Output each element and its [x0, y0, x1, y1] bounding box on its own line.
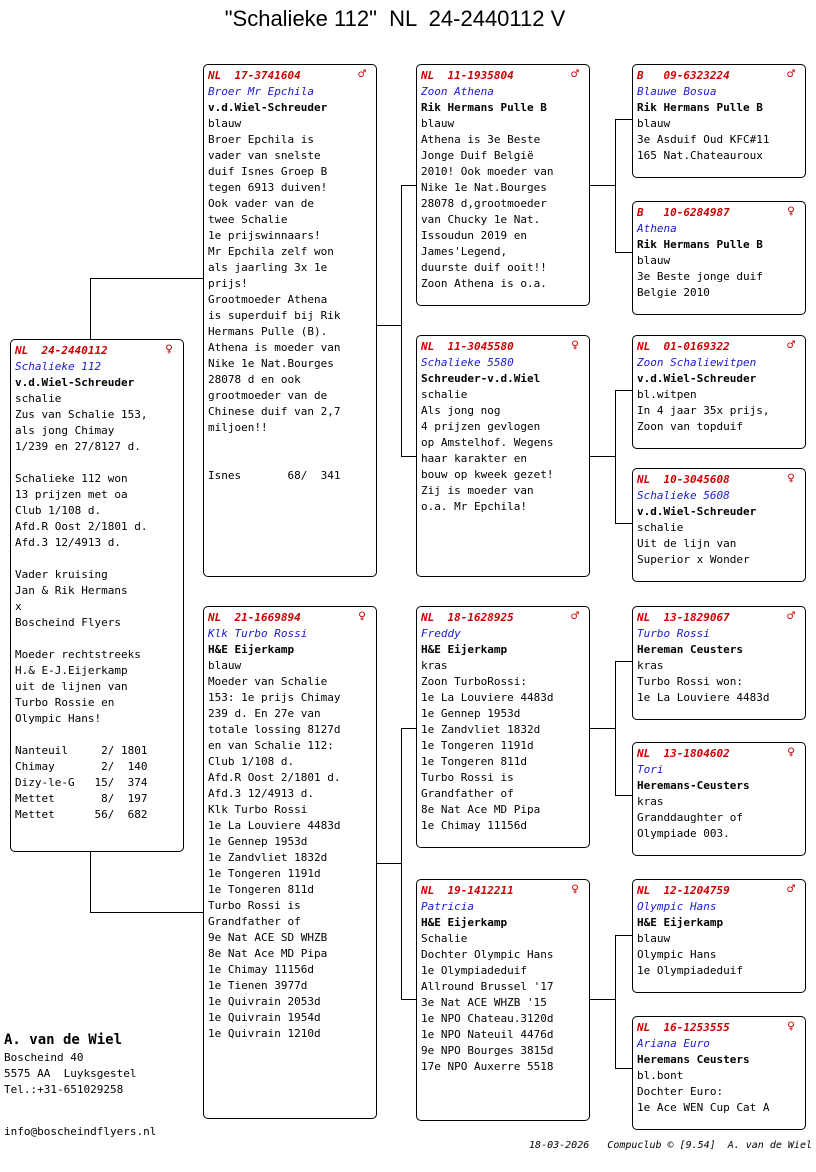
note-line: Afd.3 12/4913 d.	[15, 536, 121, 549]
connector-line	[615, 252, 633, 253]
note-line: Club 1/108 d.	[15, 504, 102, 517]
connector-line	[589, 185, 616, 186]
sire-results	[208, 468, 376, 484]
female-icon: ♀	[787, 745, 795, 760]
note-line: Vader kruising	[15, 568, 108, 581]
note-line: Klk Turbo Rossi	[208, 803, 308, 816]
pigeon-color: kras	[637, 795, 664, 808]
connector-line	[401, 185, 417, 186]
pigeon-color: blauw	[208, 659, 242, 672]
pigeon-owner: H&E Eijerkamp	[421, 916, 508, 929]
note-line: 1e Tongeren 811d	[421, 755, 527, 768]
pigeon-color: kras	[637, 659, 664, 672]
note-line: James'Legend,	[421, 245, 508, 258]
note-line: Turbo Rossi is	[208, 899, 301, 912]
note-line: is superduif bij Rik	[208, 309, 341, 322]
pigeon-owner: Rik Hermans Pulle B	[421, 101, 547, 114]
female-icon: ♀	[787, 204, 795, 219]
connector-line	[615, 119, 633, 120]
connector-line	[90, 278, 204, 279]
note-line: Dochter Olympic Hans	[421, 948, 554, 961]
pigeon-card-dam-dam[interactable]	[416, 879, 590, 1121]
pigeon-name: Turbo Rossi	[637, 627, 710, 640]
note-line: Club 1/108 d.	[208, 755, 295, 768]
connector-line	[615, 1068, 633, 1069]
note-line: 1e Tongeren 1191d	[208, 867, 321, 880]
ring-number: NL 11-3045580	[421, 340, 514, 353]
connector-line	[615, 390, 633, 391]
female-icon: ♀	[787, 1019, 795, 1034]
pigeon-color: Schalie	[421, 932, 468, 945]
female-icon: ♀	[358, 609, 366, 624]
ring-number: NL 13-1829067	[637, 611, 730, 624]
pigeon-card-sds[interactable]	[632, 335, 806, 449]
connector-line	[615, 795, 633, 796]
note-line: 13 prijzen met oa	[15, 488, 128, 501]
note-line: Olympic Hans	[637, 948, 717, 961]
ring-number: B 10-6284987	[637, 206, 730, 219]
note-line: 1e Olympiadeduif	[637, 964, 743, 977]
note-line: 1e La Louviere 4483d	[208, 819, 341, 832]
pigeon-card-dss[interactable]	[632, 606, 806, 720]
connector-line	[90, 912, 204, 913]
note-line: Turbo Rossie en	[15, 696, 115, 709]
pigeon-color: kras	[421, 659, 448, 672]
note-line: Broer Epchila is	[208, 133, 314, 146]
ring-number: NL 17-3741604	[208, 69, 301, 82]
connector-line	[615, 935, 616, 1069]
note-line: 1e Quivrain 1210d	[208, 1027, 321, 1040]
ring-number: NL 10-3045608	[637, 473, 730, 486]
note-line	[15, 631, 183, 647]
note-line	[15, 551, 183, 567]
note-line: Boscheind Flyers	[15, 616, 121, 629]
breeder-name: A. van de Wiel	[4, 1032, 123, 1048]
pigeon-name: Ariana Euro	[637, 1037, 710, 1050]
note-line: uit de lijnen van	[15, 680, 128, 693]
note-line: Issoudun 2019 en	[421, 229, 527, 242]
pigeon-owner: Heremans-Ceusters	[637, 779, 750, 792]
note-line: Moeder van Schalie	[208, 675, 328, 688]
pigeon-color: blauw	[637, 117, 671, 130]
note-line: Nike 1e Nat.Bourges	[421, 181, 547, 194]
connector-line	[589, 728, 616, 729]
note-line: Turbo Rossi is	[421, 771, 514, 784]
pigeon-color: blauw	[637, 932, 671, 945]
breeder-address: Boscheind 40	[4, 1051, 84, 1064]
note-line: Grootmoeder Athena	[208, 293, 328, 306]
male-icon: ♂	[571, 67, 579, 82]
note-line	[15, 727, 183, 743]
pigeon-card-sire-sire[interactable]	[416, 64, 590, 306]
note-line: prijs!	[208, 277, 248, 290]
note-line: 3e Beste jonge duif	[637, 270, 763, 283]
footer-credit: 18-03-2026 Compuclub © [9.54] A. van de Wiel	[529, 1140, 812, 1151]
note-line: 1e Quivrain 1954d	[208, 1011, 321, 1024]
note-line: 28078 d,grootmoeder	[421, 197, 547, 210]
note-line: 8e Nat Ace MD Pipa	[421, 803, 541, 816]
ring-number: NL 13-1804602	[637, 747, 730, 760]
connector-line	[401, 999, 417, 1000]
note-line: 239 d. En 27e van	[208, 707, 321, 720]
pigeon-color: blauw	[421, 117, 455, 130]
pigeon-card-ddd[interactable]	[632, 1016, 806, 1130]
note-line: o.a. Mr Epchila!	[421, 500, 527, 513]
female-icon: ♀	[571, 882, 579, 897]
note-line: 1e Tongeren 1191d	[421, 739, 534, 752]
ring-number: NL 01-0169322	[637, 340, 730, 353]
note-line: 1e Tienen 3977d	[208, 979, 308, 992]
note-line: Hermans Pulle (B).	[208, 325, 328, 338]
connector-line	[90, 851, 91, 912]
connector-line	[589, 456, 616, 457]
note-line: grootmoeder van de	[208, 389, 328, 402]
female-icon: ♀	[787, 471, 795, 486]
note-line: van Chucky 1e Nat.	[421, 213, 541, 226]
connector-line	[376, 325, 402, 326]
note-line: 153: 1e prijs Chimay	[208, 691, 341, 704]
ring-number: NL 11-1935804	[421, 69, 514, 82]
breeder-info	[4, 1030, 136, 1098]
breeder-postcode: 5575 AA Luyksgestel	[4, 1067, 137, 1080]
result-line: Mettet 56/ 682	[15, 808, 148, 821]
note-line: haar karakter en	[421, 452, 527, 465]
pigeon-name: Olympic Hans	[637, 900, 717, 913]
note-line: duurste duif ooit!!	[421, 261, 547, 274]
note-line: Grandfather of	[208, 915, 301, 928]
note-line: als jaarling 3x 1e	[208, 261, 328, 274]
connector-line	[615, 661, 616, 796]
pigeon-card-dam[interactable]	[203, 606, 377, 1119]
ring-number: B 09-6323224	[637, 69, 730, 82]
pigeon-owner: v.d.Wiel-Schreuder	[208, 101, 328, 114]
ring-number: NL 24-2440112	[15, 344, 108, 357]
male-icon: ♂	[787, 882, 795, 897]
pigeon-color: schalie	[637, 521, 684, 534]
pigeon-name: Broer Mr Epchila	[208, 85, 314, 98]
note-line: Zoon Athena is o.a.	[421, 277, 547, 290]
result-line: Nanteuil 2/ 1801	[15, 744, 148, 757]
connector-line	[615, 390, 616, 524]
pigeon-color: schalie	[421, 388, 468, 401]
result-line: Mettet 8/ 197	[15, 792, 148, 805]
note-line: Afd.R Oost 2/1801 d.	[208, 771, 341, 784]
pigeon-name: Schalieke 112	[15, 360, 102, 373]
connector-line	[376, 863, 402, 864]
pigeon-owner: H&E Eijerkamp	[421, 643, 508, 656]
connector-line	[90, 278, 91, 340]
note-line: H.& E-J.Eijerkamp	[15, 664, 128, 677]
note-line: 3e Nat ACE WHZB '15	[421, 996, 547, 1009]
connector-line	[615, 935, 633, 936]
female-icon: ♀	[571, 338, 579, 353]
pigeon-owner: H&E Eijerkamp	[637, 916, 724, 929]
note-line: Grandfather of	[421, 787, 514, 800]
note-line: Ook vader van de	[208, 197, 314, 210]
note-line: 3e Asduif Oud KFC#11	[637, 133, 770, 146]
note-line: 1e Ace WEN Cup Cat A	[637, 1101, 770, 1114]
note-line: 1e NPO Chateau.3120d	[421, 1012, 554, 1025]
note-line: en van Schalie 112:	[208, 739, 334, 752]
note-line: 8e Nat Ace MD Pipa	[208, 947, 328, 960]
note-line: 28078 d en ook	[208, 373, 301, 386]
male-icon: ♂	[787, 67, 795, 82]
note-line: duif Isnes Groep B	[208, 165, 328, 178]
pigeon-card-sire[interactable]	[203, 64, 377, 577]
pigeon-card-dsd[interactable]	[632, 742, 806, 856]
pigeon-name: Tori	[637, 763, 664, 776]
note-line: 1e Tongeren 811d	[208, 883, 314, 896]
note-line: Nike 1e Nat.Bourges	[208, 357, 334, 370]
note-line: 9e Nat ACE SD WHZB	[208, 931, 328, 944]
pigeon-color: schalie	[15, 392, 62, 405]
pigeon-owner: v.d.Wiel-Schreuder	[637, 505, 757, 518]
pigeon-owner: Rik Hermans Pulle B	[637, 101, 763, 114]
note-line: 1e La Louviere 4483d	[421, 691, 554, 704]
note-line: 165 Nat.Chateauroux	[637, 149, 763, 162]
note-line: 1e prijswinnaars!	[208, 229, 321, 242]
note-line: Belgie 2010	[637, 286, 710, 299]
note-line: Afd.3 12/4913 d.	[208, 787, 314, 800]
pigeon-name: Schalieke 5608	[637, 489, 730, 502]
connector-line	[589, 999, 616, 1000]
pigeon-color: bl.witpen	[637, 388, 697, 401]
ring-number: NL 12-1204759	[637, 884, 730, 897]
note-line: totale lossing 8127d	[208, 723, 341, 736]
note-line: 4 prijzen gevlogen	[421, 420, 541, 433]
note-line: 1e Chimay 11156d	[208, 963, 314, 976]
note-line: 1e Zandvliet 1832d	[421, 723, 541, 736]
ring-number: NL 19-1412211	[421, 884, 514, 897]
connector-line	[615, 661, 633, 662]
note-line: Allround Brussel '17	[421, 980, 554, 993]
pigeon-name: Zoon Athena	[421, 85, 494, 98]
note-line: In 4 jaar 35x prijs,	[637, 404, 770, 417]
note-line: Mr Epchila zelf won	[208, 245, 334, 258]
pigeon-owner: Heremans Ceusters	[637, 1053, 750, 1066]
note-line: 17e NPO Auxerre 5518	[421, 1060, 554, 1073]
pigeon-card-ssd[interactable]	[632, 201, 806, 315]
note-line: Zus van Schalie 153,	[15, 408, 148, 421]
note-line: x	[15, 600, 22, 613]
pigeon-card-sire-dam[interactable]	[416, 335, 590, 577]
pigeon-owner: Schreuder-v.d.Wiel	[421, 372, 541, 385]
pigeon-name: Freddy	[421, 627, 461, 640]
page-title: "Schalieke 112" NL 24-2440112 V	[224, 6, 566, 31]
note-line: Zij is moeder van	[421, 484, 534, 497]
note-line: Dochter Euro:	[637, 1085, 724, 1098]
pigeon-card-dam-sire[interactable]	[416, 606, 590, 848]
breeder-email[interactable]: info@boscheindflyers.nl	[4, 1125, 157, 1138]
note-line: vader van snelste	[208, 149, 321, 162]
pigeon-card-sdd[interactable]	[632, 468, 806, 582]
connector-line	[615, 523, 633, 524]
pigeon-name: Zoon Schaliewitpen	[637, 356, 757, 369]
note-line	[208, 436, 376, 452]
pigeon-name: Athena	[637, 222, 677, 235]
note-line: miljoen!!	[208, 421, 268, 434]
ring-number: NL 16-1253555	[637, 1021, 730, 1034]
result-line: Dizy-le-G 15/ 374	[15, 776, 148, 789]
note-line: Als jong nog	[421, 404, 501, 417]
result-line: Chimay 2/ 140	[15, 760, 148, 773]
note-line: Jonge Duif België	[421, 149, 534, 162]
pigeon-card-sss[interactable]	[632, 64, 806, 178]
note-line: 1e Gennep 1953d	[421, 707, 521, 720]
note-line: bouw op kweek gezet!	[421, 468, 554, 481]
note-line: Zoon TurboRossi:	[421, 675, 527, 688]
pigeon-owner: Hereman Ceusters	[637, 643, 743, 656]
note-line: 1e Olympiadeduif	[421, 964, 527, 977]
note-line: Granddaughter of	[637, 811, 743, 824]
note-line: 1e Gennep 1953d	[208, 835, 308, 848]
pigeon-card-dds[interactable]	[632, 879, 806, 993]
note-line: Chinese duif van 2,7	[208, 405, 341, 418]
note-line: tegen 6913 duiven!	[208, 181, 328, 194]
pigeon-color: blauw	[637, 254, 671, 267]
note-line: Athena is moeder van	[208, 341, 341, 354]
note-line: 9e NPO Bourges 3815d	[421, 1044, 554, 1057]
note-line: Uit de lijn van	[637, 537, 737, 550]
note-line	[208, 452, 376, 468]
connector-line	[615, 119, 616, 253]
note-line: 1e Zandvliet 1832d	[208, 851, 328, 864]
pigeon-name: Patricia	[421, 900, 474, 913]
note-line: 1e Quivrain 2053d	[208, 995, 321, 1008]
note-line	[15, 455, 183, 471]
connector-line	[401, 185, 402, 457]
note-line: Schalieke 112 won	[15, 472, 128, 485]
note-line: 1e La Louviere 4483d	[637, 691, 770, 704]
pigeon-color: blauw	[208, 117, 242, 130]
note-line: Turbo Rossi won:	[637, 675, 743, 688]
ring-number: NL 21-1669894	[208, 611, 301, 624]
male-icon: ♂	[787, 338, 795, 353]
note-line: Zoon van topduif	[637, 420, 743, 433]
note-line: als jong Chimay	[15, 424, 115, 437]
pigeon-owner: v.d.Wiel-Schreuder	[637, 372, 757, 385]
subject-results	[15, 743, 183, 823]
breeder-phone: Tel.:+31-651029258	[4, 1083, 124, 1096]
connector-line	[401, 728, 402, 1000]
note-line: 1e Chimay 11156d	[421, 819, 527, 832]
note-line: Moeder rechtstreeks	[15, 648, 141, 661]
male-icon: ♂	[571, 609, 579, 624]
pigeon-name: Klk Turbo Rossi	[208, 627, 308, 640]
male-icon: ♂	[787, 609, 795, 624]
note-line: 1e NPO Nateuil 4476d	[421, 1028, 554, 1041]
note-line: Olympiade 003.	[637, 827, 730, 840]
connector-line	[401, 456, 417, 457]
pigeon-card-subject[interactable]	[10, 339, 184, 852]
pigeon-owner: v.d.Wiel-Schreuder	[15, 376, 135, 389]
note-line: op Amstelhof. Wegens	[421, 436, 554, 449]
ring-number: NL 18-1628925	[421, 611, 514, 624]
pigeon-name: Schalieke 5580	[421, 356, 514, 369]
pigeon-name: Blauwe Bosua	[637, 85, 717, 98]
pigeon-owner: Rik Hermans Pulle B	[637, 238, 763, 251]
result-line: Isnes 68/ 341	[208, 469, 341, 482]
pigeon-owner: H&E Eijerkamp	[208, 643, 295, 656]
note-line: 1/239 en 27/8127 d.	[15, 440, 141, 453]
note-line: 2010! Ook moeder van	[421, 165, 554, 178]
note-line: twee Schalie	[208, 213, 288, 226]
male-icon: ♂	[358, 67, 366, 82]
note-line: Superior x Wonder	[637, 553, 750, 566]
note-line: Afd.R Oost 2/1801 d.	[15, 520, 148, 533]
connector-line	[401, 728, 417, 729]
note-line: Olympic Hans!	[15, 712, 102, 725]
pigeon-color: bl.bont	[637, 1069, 684, 1082]
female-icon: ♀	[165, 342, 173, 357]
note-line: Jan & Rik Hermans	[15, 584, 128, 597]
note-line: Athena is 3e Beste	[421, 133, 541, 146]
